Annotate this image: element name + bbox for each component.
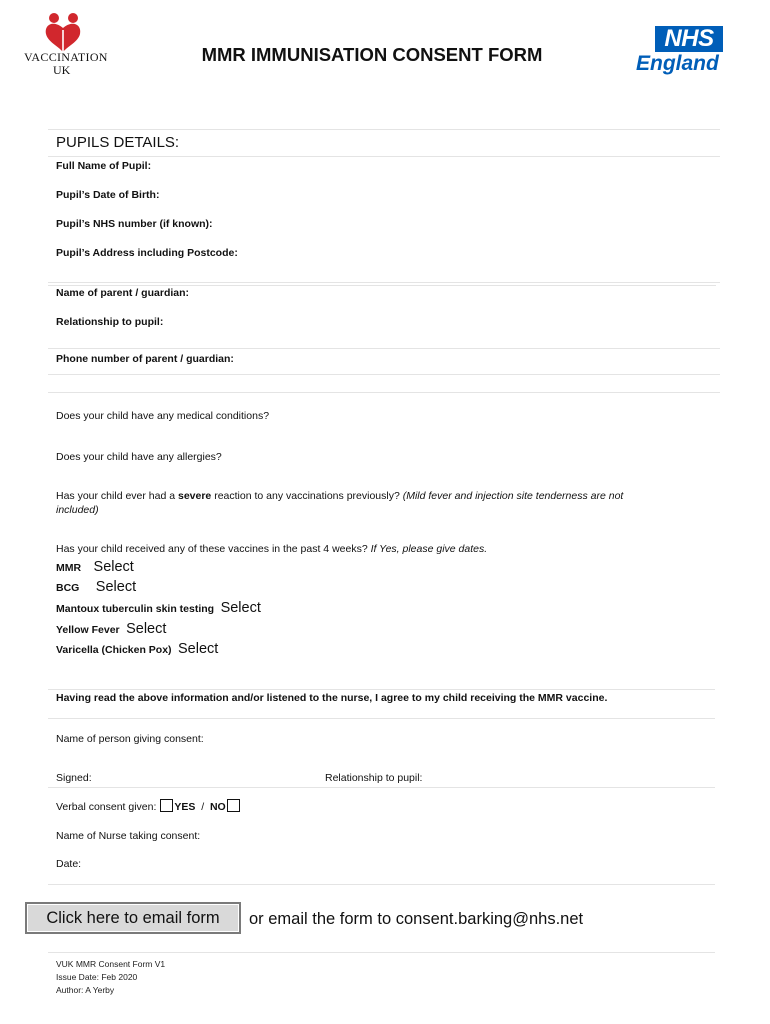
vaccine-label-mantoux: Mantoux tuberculin skin testing [56, 603, 215, 615]
vaccine-row-yellow-fever [56, 620, 166, 638]
email-form-button[interactable]: Click here to email form [25, 902, 241, 934]
consent-statement: Having read the above information and/or listened to the nurse, I agree to my child receiving the MMR vaccine. [56, 692, 608, 704]
vaccine-row-mantoux [56, 599, 261, 617]
divider [48, 884, 715, 885]
page-title: MMR IMMUNISATION CONSENT FORM [201, 44, 543, 65]
question-severe-note: (Mild fever and injection site tenderness are not [402, 490, 624, 502]
label-consent-person: Name of person giving consent: [56, 733, 204, 745]
divider [48, 718, 715, 719]
label-parent-relationship: Relationship to pupil: [56, 316, 164, 328]
label-parent-name: Name of parent / guardian: [56, 287, 190, 299]
varicella-date-select[interactable]: Select [178, 641, 219, 657]
divider [48, 156, 720, 157]
vaccine-label-yellow-fever: Yellow Fever [56, 624, 120, 636]
footer-author: Author: A Yerby [56, 985, 115, 995]
vaccine-row-mmr [56, 558, 134, 576]
footer-issue-date: Issue Date: Feb 2020 [56, 972, 138, 982]
vuk-logo-line2: UK [53, 63, 71, 77]
label-nurse: Name of Nurse taking consent: [56, 830, 201, 842]
question-severe-note-2: included) [56, 503, 99, 516]
vaccine-row-varicella [56, 640, 218, 658]
divider [48, 129, 720, 130]
label-nhs-number: Pupil’s NHS number (if known): [56, 218, 213, 230]
question-recent-vaccines-note: If Yes, please give dates. [370, 543, 488, 555]
vaccine-label-varicella: Varicella (Chicken Pox) [56, 644, 172, 656]
question-medical: Does your child have any medical conditions? [56, 410, 270, 422]
label-consent-relationship: Relationship to pupil: [325, 772, 423, 784]
question-severe-reaction [56, 490, 716, 517]
mantoux-date-select[interactable]: Select [220, 600, 261, 616]
footer-version: VUK MMR Consent Form V1 [56, 959, 166, 969]
verbal-separator: / [201, 801, 205, 813]
verbal-no-checkbox[interactable] [227, 799, 240, 812]
question-severe-text: Has your child ever had a [56, 490, 178, 502]
bcg-date-select[interactable]: Select [95, 579, 137, 595]
section-title-pupil: PUPILS DETAILS: [56, 134, 180, 151]
divider [48, 285, 716, 286]
label-full-name: Full Name of Pupil: [56, 160, 152, 172]
label-signed: Signed: [56, 772, 92, 784]
divider [48, 374, 720, 375]
vaccine-row-bcg [56, 578, 136, 596]
verbal-consent-row [56, 799, 241, 813]
nhs-logo-region: England [636, 52, 719, 75]
nhs-logo-badge: NHS [655, 26, 723, 52]
question-recent-vaccines-text: Has your child received any of these vaccines in the past 4 weeks? [56, 543, 371, 555]
vaccine-label-mmr: MMR [56, 562, 82, 574]
verbal-no-label: NO [209, 801, 226, 813]
divider [48, 348, 720, 349]
verbal-yes-label: YES [174, 801, 196, 813]
divider [48, 282, 720, 283]
yellow-fever-date-select[interactable]: Select [126, 621, 167, 637]
divider [48, 787, 715, 788]
question-allergies: Does your child have any allergies? [56, 451, 222, 463]
question-recent-vaccines [56, 543, 487, 555]
vaccine-label-bcg: BCG [56, 582, 80, 594]
verbal-yes-checkbox[interactable] [160, 799, 173, 812]
vuk-logo-line1: VACCINATION [24, 50, 108, 64]
question-severe-emphasis: severe [177, 490, 212, 502]
label-parent-phone: Phone number of parent / guardian: [56, 353, 234, 365]
label-verbal-consent: Verbal consent given: [56, 801, 157, 813]
label-address: Pupil’s Address including Postcode: [56, 247, 238, 259]
divider [48, 689, 715, 690]
question-severe-text-2: reaction to any vaccinations previously? [211, 490, 403, 502]
label-date: Date: [56, 858, 82, 870]
divider [48, 392, 720, 393]
email-alternative-text: or email the form to consent.barking@nhs.net [249, 910, 584, 928]
mmr-date-select[interactable]: Select [93, 559, 134, 575]
divider [48, 952, 715, 953]
label-dob: Pupil’s Date of Birth: [56, 189, 160, 201]
